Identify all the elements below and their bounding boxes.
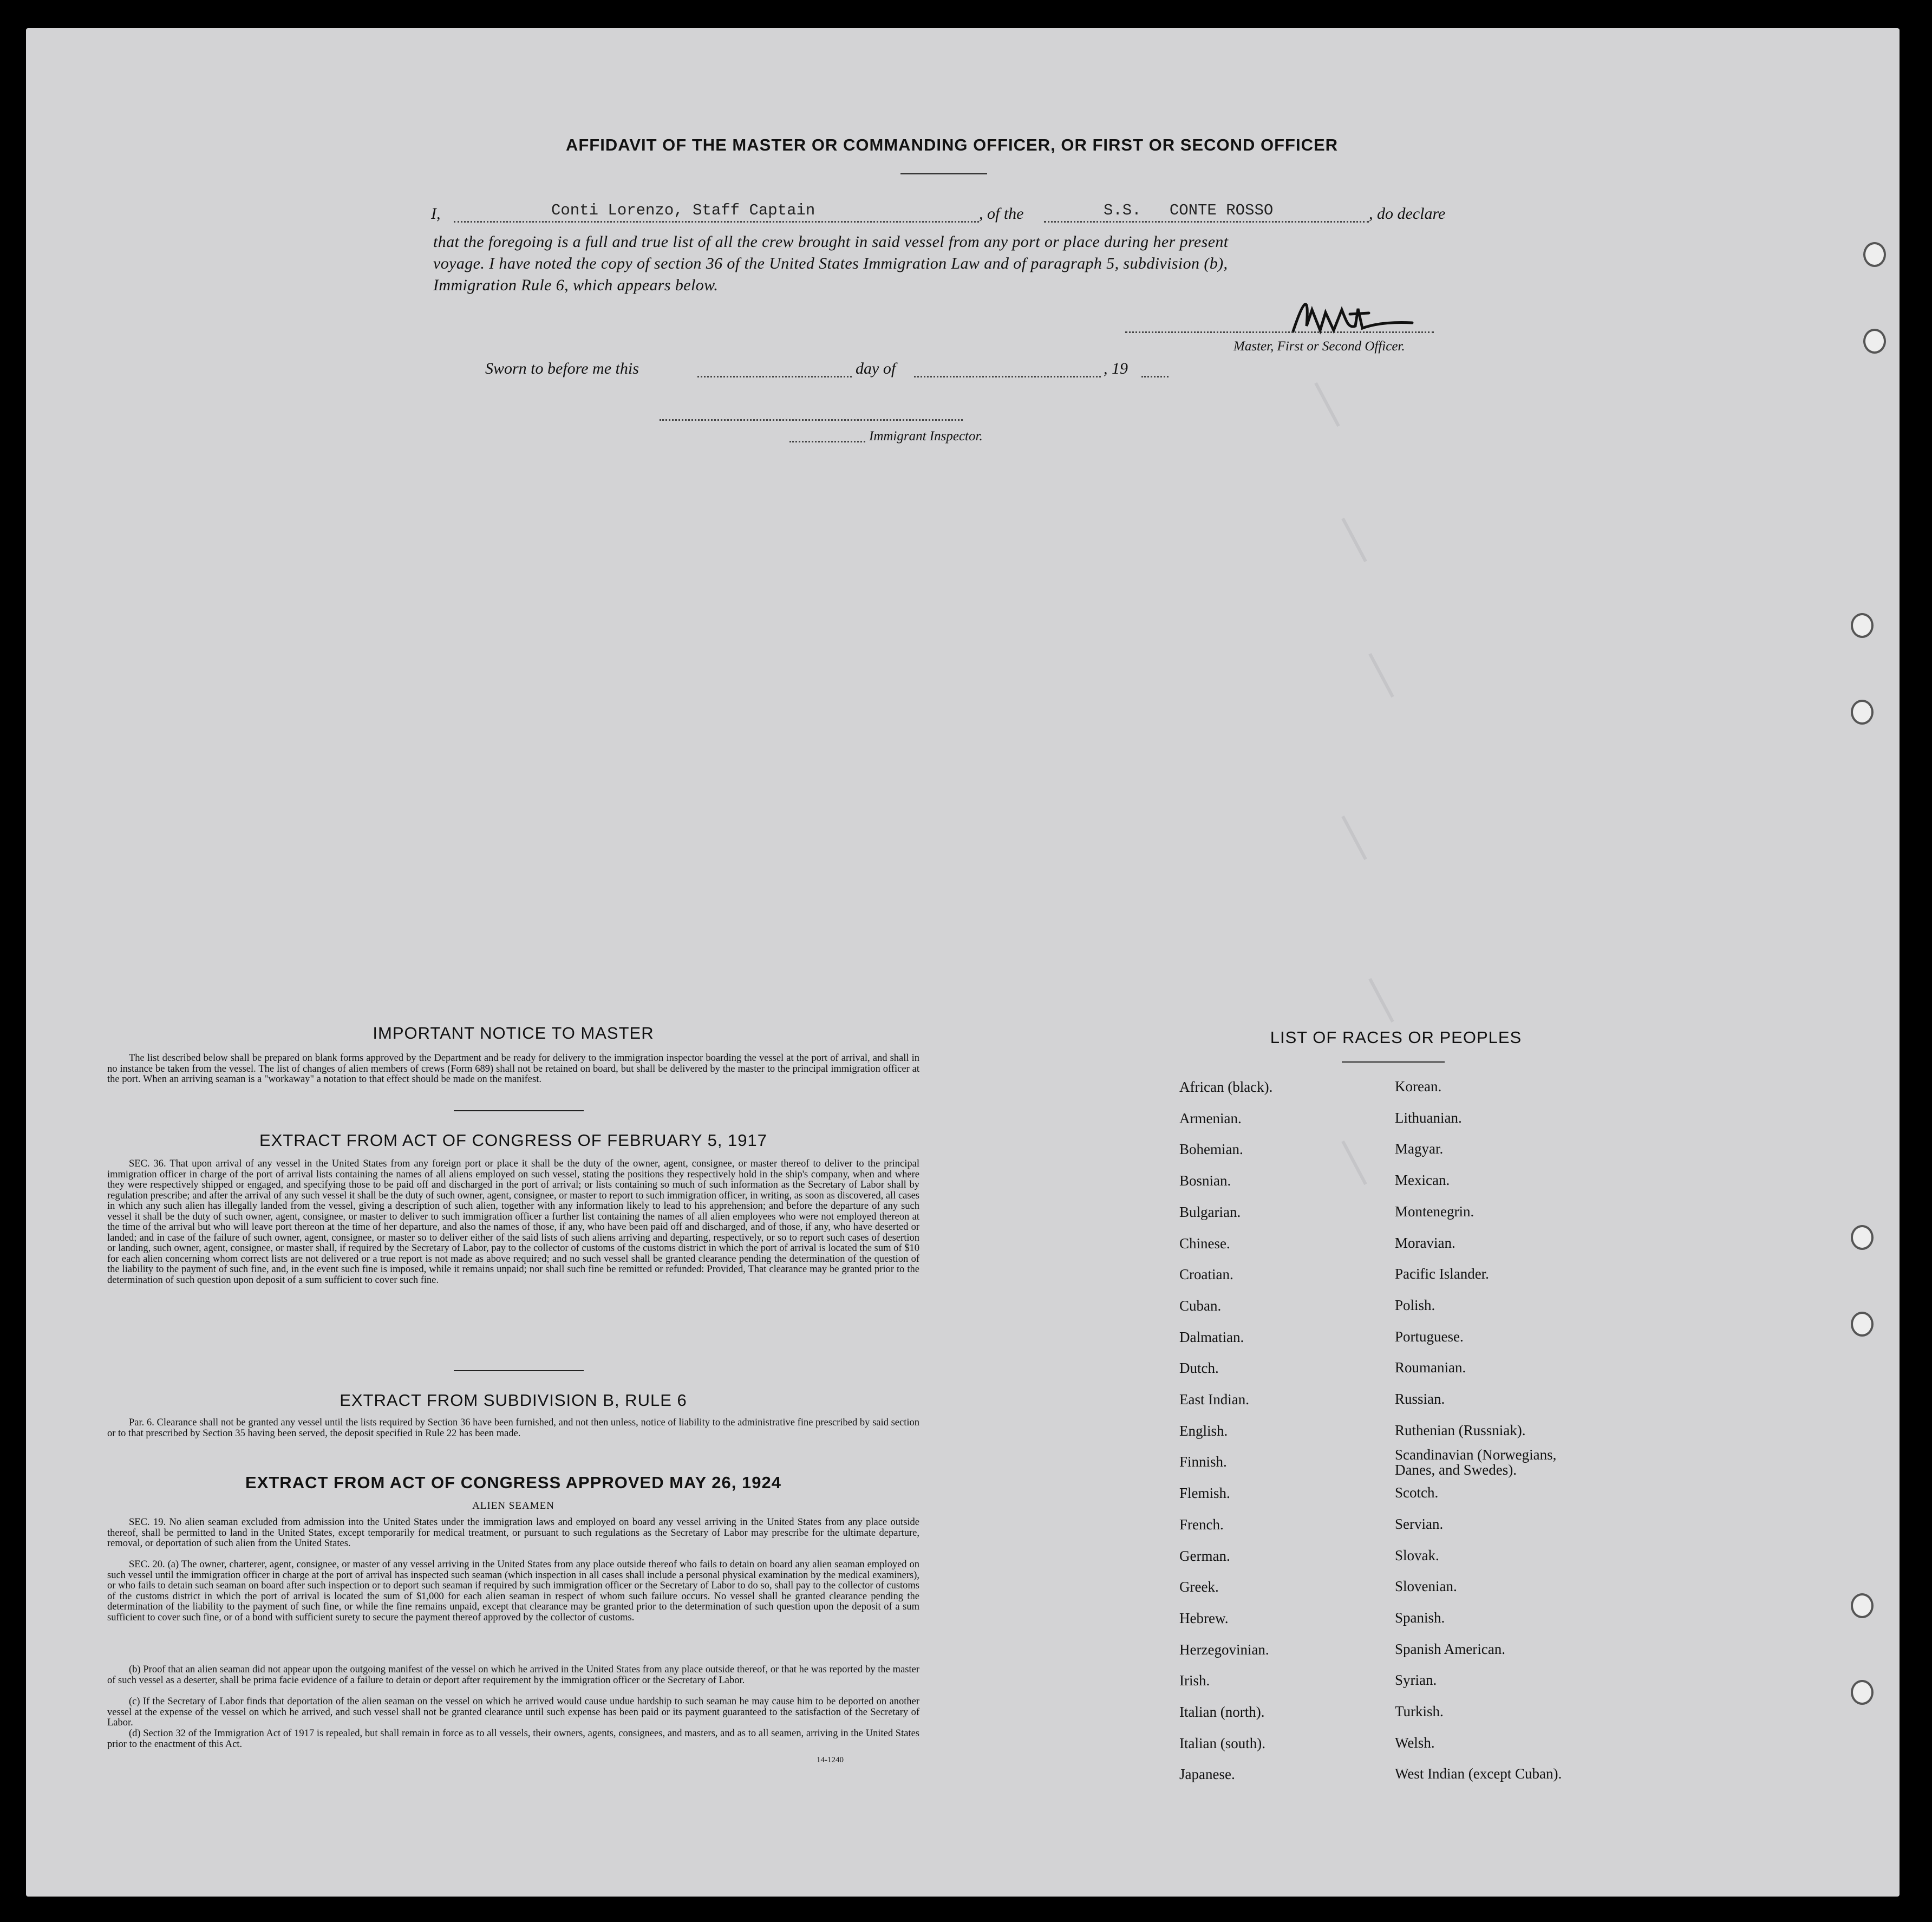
race-right-item: Russian. [1395,1391,1445,1407]
race-left-item: German. [1179,1547,1230,1564]
extract-1924-sec20b: (b) Proof that an alien seaman did not appear upon the outgoing manifest of the vessel on which he arrived in the United States from any place outside thereof, or that he was reported by the master of such vessel as a deserter, shall be prima facie evidence of a failure to detain or deport after requirement by the immigration officer or the Secretary of Labor. [107,1664,919,1686]
races-title: LIST OF RACES OR PEOPLES [1270,1028,1522,1047]
notice-title: IMPORTANT NOTICE TO MASTER [373,1024,654,1043]
form-number: 14-1240 [817,1756,844,1764]
binder-hole [1863,329,1886,354]
extract-rule6-text: Par. 6. Clearance shall not be granted any vessel until the lists required by Section 36 have been furnished, and not then unless, notice of liability to the administrative fine prescribed by said section or to that prescribed by Section 35 having been served, the deposit specified in Rule 22 has been made. [107,1417,919,1439]
do-declare-label: , do declare [1369,205,1446,223]
document-page [26,28,1900,1897]
race-left-item: Hebrew. [1179,1610,1229,1626]
sworn-label: Sworn to before me this [485,360,639,377]
race-right-item: Ruthenian (Russniak). [1395,1422,1526,1438]
extract-1924-sec19: SEC. 19. No alien seaman excluded from admission into the United States under the immigration laws and employed on board any vessel arriving in the United States from any place outside thereof, shall be permitted to land in the United States, except temporarily for medical treatment, or pursuant to such regulations as the Secretary of Labor may prescribe for the ultimate departure, removal, or deportation of such alien from the United States. [107,1517,919,1549]
ship-name: S.S. CONTE ROSSO [1104,201,1274,219]
race-left-item: Italian (south). [1179,1735,1265,1751]
affidavit-line-4: Immigration Rule 6, which appears below. [433,276,719,294]
sworn-day-label: day of [856,360,896,377]
race-right-item: Turkish. [1395,1703,1444,1719]
extract-1924-subtitle: ALIEN SEAMEN [472,1500,554,1511]
race-right-item: Polish. [1395,1296,1435,1313]
race-left-item: Dutch. [1179,1360,1219,1377]
race-right-item: West Indian (except Cuban). [1395,1765,1562,1782]
extract-1924-title: EXTRACT FROM ACT OF CONGRESS APPROVED MAY 26, 1924 [245,1473,781,1492]
extract-rule6-title: EXTRACT FROM SUBDIVISION B, RULE 6 [340,1391,687,1410]
race-right-item: Portuguese. [1395,1328,1464,1345]
race-right-item: Spanish. [1395,1609,1445,1626]
binder-hole [1851,613,1874,638]
race-left-item: Flemish. [1179,1485,1230,1502]
extract-1924-sec20d: (d) Section 32 of the Immigration Act of 1917 is repealed, but shall remain in force as to all vessels, their owners, agents, consignees, and masters, and as to all seamen, arriving in the United States prior to the enactment of this Act. [107,1728,919,1750]
binder-hole [1851,1225,1874,1250]
extract-1924-sec20c: (c) If the Secretary of Labor finds that deportation of the alien seaman on the vessel on which he arrived would cause undue hardship to such seaman he may cause him to be deported on another vessel at the expense of the vessel on which he arrived, and such vessel shall not be granted clearance until such expense has been paid or its payment guaranteed to the satisfaction of the Secretary of Labor. [107,1696,919,1728]
race-right-item: Pacific Islander. [1395,1266,1489,1282]
race-left-item: Bohemian. [1179,1141,1243,1158]
race-left-item: Bulgarian. [1179,1203,1241,1220]
race-right-item: Servian. [1395,1515,1444,1532]
race-right-item: Lithuanian. [1395,1109,1462,1126]
race-right-item: Mexican. [1395,1172,1450,1189]
race-left-item: Irish. [1179,1672,1210,1689]
affidavit-line-2: that the foregoing is a full and true list of all the crew brought in said vessel from any port or place during her present [433,233,1229,251]
binder-hole [1863,242,1886,267]
race-left-item: French. [1179,1516,1224,1533]
declarant-name: Conti Lorenzo, Staff Captain [551,201,815,219]
race-right-item: Montenegrin. [1395,1203,1474,1220]
race-left-item: Bosnian. [1179,1172,1231,1189]
affidavit-line-3: voyage. I have noted the copy of section 36 of the United States Immigration Law and of paragraph 5, subdivision (b), [433,255,1228,272]
binder-hole [1851,1680,1874,1705]
race-left-item: Chinese. [1179,1235,1230,1252]
binder-hole [1851,1312,1874,1337]
race-left-item: Greek. [1179,1579,1219,1595]
race-left-item: Italian (north). [1179,1704,1265,1720]
race-left-item: Dalmatian. [1179,1328,1244,1345]
binder-hole [1851,1593,1874,1618]
race-right-item: Roumanian. [1395,1359,1466,1376]
inspector-caption: Immigrant Inspector. [869,429,983,444]
race-right-item: Scandinavian (Norwegians, Danes, and Swedes). [1395,1447,1557,1478]
race-right-item: Korean. [1395,1078,1442,1094]
race-left-item: Cuban. [1179,1297,1222,1314]
race-left-item: Finnish. [1179,1454,1227,1470]
extract-1917-text: SEC. 36. That upon arrival of any vessel in the United States from any foreign port or place it shall be the duty of the owner, agent, consignee, or master thereof to deliver to the principal immigration officer in charge of the port of arrival lists containing the names of all aliens employed on such vessel, stating the positions they respectively hold in the ship's company, when and where they were respectively shipped or engaged, and specifying those to be paid off and discharged in the port of arrival; or lists containing so much of such information as the Secretary of Labor shall by regulation prescribe; and after the arrival of any such vessel it shall be the duty of such owner, agent, consignee, or master to report to such immigration officer, in writing, as soon as discovered, all cases in which any such alien has illegally landed from the vessel, giving a description of such alien, together with any information likely to lead to his apprehension; and before the departure of any such vessel it shall be the duty of such owner, agent, consignee, or master to deliver to such immigration officer a further list containing the names of all alien employees who were not employed thereon at the time of the arrival but who will leave port thereon at the time of her departure, and also the names of those, if any, who have been paid off and discharged, and of those, if any, who have deserted or landed; and in case of the failure of such owner, agent, consignee, or master so to deliver either of the said lists of such aliens arriving and departing, respectively, or so to report such cases of desertion or landing, such owner, agent, consignee, or master shall, if required by the Secretary of Labor, pay to the collector of customs of the customs district in which the port of arrival is located the sum of $10 for each alien concerning whom correct lists are not delivered or a true report is not made as above required; and no such vessel shall be granted clearance pending the determination of the question of the liability to the payment of such fine, and, in the event such fine is imposed, while it remains unpaid; nor shall such fine be remitted or refunded: Provided, That clearance may be granted prior to the determination of such question upon deposit of a sum sufficient to cover such fine. [107,1158,919,1286]
race-left-item: Herzegovinian. [1179,1641,1269,1658]
race-left-item: African (black). [1179,1079,1273,1095]
race-left-item: Armenian. [1179,1110,1242,1126]
sworn-year-label: , 19 [1104,360,1128,377]
race-right-item: Spanish American. [1395,1640,1505,1657]
notice-text: The list described below shall be prepared on blank forms approved by the Department and be ready for delivery to the immigration inspector boarding the vessel at the port of arrival, and shall in no instance be taken from the vessel. The list of changes of alien members of crews (Form 689) shall not be retained on board, but shall be delivered by the master to the principal immigration officer at the port. When an arriving seaman is a "workaway" a notation to that effect should be made on the manifest. [107,1053,919,1085]
race-left-item: Japanese. [1179,1766,1235,1783]
affidavit-i: I, [431,205,441,223]
extract-1917-title: EXTRACT FROM ACT OF CONGRESS OF FEBRUARY 5, 1917 [259,1131,768,1150]
race-right-item: Slovak. [1395,1547,1439,1563]
race-right-item: Moravian. [1395,1234,1455,1251]
race-left-item: East Indian. [1179,1391,1249,1408]
race-right-item: Magyar. [1395,1141,1444,1157]
race-left-item: English. [1179,1422,1228,1439]
race-left-item: Croatian. [1179,1266,1233,1283]
affidavit-title: AFFIDAVIT OF THE MASTER OR COMMANDING OFFICER, OR FIRST OR SECOND OFFICER [565,135,1339,154]
race-right-item: Syrian. [1395,1672,1437,1689]
race-right-item: Slovenian. [1395,1578,1457,1595]
race-right-item: Scotch. [1395,1484,1439,1501]
of-the-label: , of the [979,205,1024,223]
race-right-item: Welsh. [1395,1734,1435,1751]
signature-caption: Master, First or Second Officer. [1233,339,1405,354]
binder-hole [1851,700,1874,725]
extract-1924-sec20a: SEC. 20. (a) The owner, charterer, agent, consignee, or master of any vessel arriving in the United States from any place outside thereof who fails to detain on board any alien seaman employed on such vessel until the immigration officer in charge at the port of arrival has inspected such seaman (which inspection in all cases shall include a personal physical examination by the medical examiners), or who fails to detain such seaman on board after such inspection or to deport such seaman if required by such immigration officer or the Secretary of Labor to do so, shall pay to the collector of customs of the customs district in which the port of arrival is located the sum of $1,000 for each alien seaman in respect of whom such failure occurs. No vessel shall be granted clearance pending the determination of the liability to the payment of such fine, or while the fine remains unpaid, except that clearance may be granted prior to the determination of such question upon the deposit of a sum sufficient to cover such fine, or of a bond with sufficient surety to secure the payment thereof approved by the collector of customs. [107,1559,919,1623]
